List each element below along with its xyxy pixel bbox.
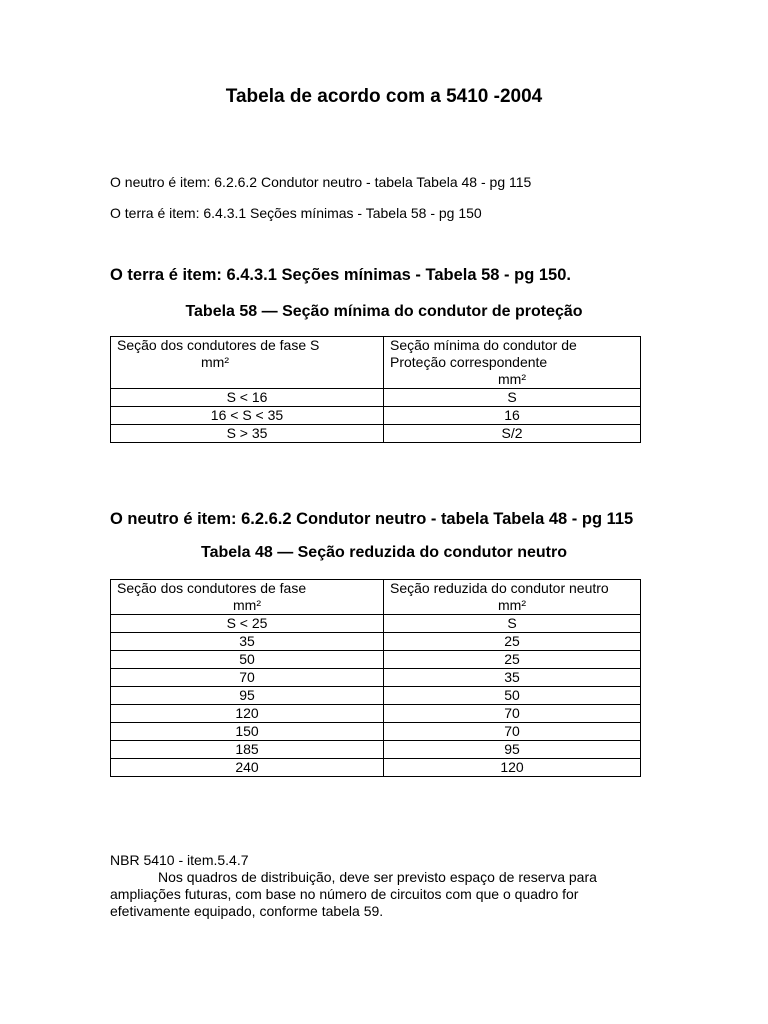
header-cell bbox=[111, 337, 384, 389]
header-text: Seção reduzida do condutor neutro bbox=[390, 580, 609, 596]
table-row bbox=[111, 389, 641, 407]
tabela-48 bbox=[110, 579, 641, 777]
table-cell: S < 25 bbox=[111, 615, 384, 633]
header-unit: mm² bbox=[233, 597, 261, 613]
note-text: Nos quadros de distribuição, deve ser previsto espaço de reserva para bbox=[158, 869, 597, 885]
neutro-heading: O neutro é item: 6.2.6.2 Condutor neutro - tabela Tabela 48 - pg 115 bbox=[110, 510, 634, 528]
header-cell bbox=[111, 580, 384, 615]
table-cell: 35 bbox=[111, 633, 384, 651]
table-cell: 50 bbox=[384, 687, 641, 705]
header-unit: mm² bbox=[498, 597, 526, 613]
table-cell: 25 bbox=[384, 651, 641, 669]
table-row bbox=[111, 723, 641, 741]
table-cell: 150 bbox=[111, 723, 384, 741]
table-cell: 70 bbox=[384, 705, 641, 723]
note-text: efetivamente equipado, conforme tabela 59. bbox=[110, 903, 384, 919]
table-row bbox=[111, 633, 641, 651]
tabela-48-title: Tabela 48 — Seção reduzida do condutor neutro bbox=[201, 544, 567, 561]
note-text: ampliações futuras, com base no número de circuitos com que o quadro for bbox=[110, 886, 579, 902]
table-cell: 185 bbox=[111, 741, 384, 759]
table-cell: 35 bbox=[384, 669, 641, 687]
header-cell bbox=[384, 580, 641, 615]
note-reference: NBR 5410 - item.5.4.7 bbox=[110, 852, 249, 868]
table-row bbox=[111, 705, 641, 723]
header-unit: mm² bbox=[201, 354, 229, 370]
table-cell: 50 bbox=[111, 651, 384, 669]
table-row bbox=[111, 615, 641, 633]
table-cell: 240 bbox=[111, 759, 384, 777]
table-cell: 25 bbox=[384, 633, 641, 651]
table-row bbox=[111, 651, 641, 669]
table-cell: 120 bbox=[384, 759, 641, 777]
tabela-58-title: Tabela 58 — Seção mínima do condutor de proteção bbox=[185, 303, 583, 320]
table-header-row bbox=[111, 580, 641, 615]
header-text: Seção mínima do condutor de bbox=[390, 337, 577, 353]
table-row bbox=[111, 407, 641, 425]
nbr-note bbox=[110, 852, 650, 920]
table-cell: S > 35 bbox=[111, 425, 384, 443]
table-cell: 16 < S < 35 bbox=[111, 407, 384, 425]
header-text: Proteção correspondente bbox=[390, 354, 548, 370]
page-title: Tabela de acordo com a 5410 -2004 bbox=[225, 86, 543, 107]
terra-heading: O terra é item: 6.4.3.1 Seções mínimas - Tabela 58 - pg 150. bbox=[110, 266, 571, 284]
table-cell: S < 16 bbox=[111, 389, 384, 407]
table-row bbox=[111, 669, 641, 687]
table-cell: 16 bbox=[384, 407, 641, 425]
header-text: Seção dos condutores de fase S bbox=[117, 337, 320, 353]
header-cell bbox=[384, 337, 641, 389]
intro-terra-line: O terra é item: 6.4.3.1 Seções mínimas - Tabela 58 - pg 150 bbox=[110, 205, 482, 221]
table-row bbox=[111, 759, 641, 777]
table-cell: 70 bbox=[384, 723, 641, 741]
tabela-58 bbox=[110, 336, 641, 443]
table-cell: S bbox=[384, 389, 641, 407]
table-cell: S/2 bbox=[384, 425, 641, 443]
table-cell: S bbox=[384, 615, 641, 633]
table-cell: 95 bbox=[111, 687, 384, 705]
header-text: Seção dos condutores de fase bbox=[117, 580, 307, 596]
table-cell: 120 bbox=[111, 705, 384, 723]
table-row bbox=[111, 741, 641, 759]
table-row bbox=[111, 425, 641, 443]
intro-neutro-line: O neutro é item: 6.2.6.2 Condutor neutro - tabela Tabela 48 - pg 115 bbox=[110, 174, 532, 190]
table-cell: 95 bbox=[384, 741, 641, 759]
header-unit: mm² bbox=[498, 371, 526, 387]
table-cell: 70 bbox=[111, 669, 384, 687]
table-header-row bbox=[111, 337, 641, 389]
table-row bbox=[111, 687, 641, 705]
